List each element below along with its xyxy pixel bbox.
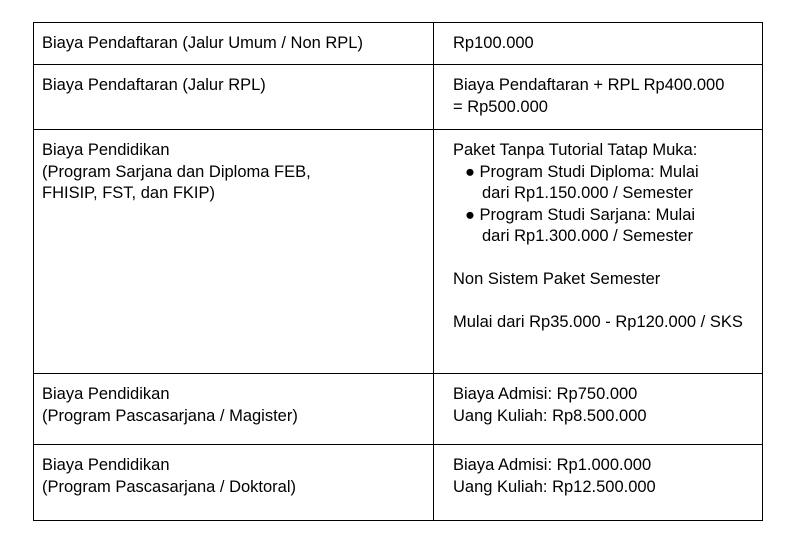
- fee-value: Biaya Pendaftaran + RPL Rp400.000: [453, 76, 725, 94]
- fee-value: Uang Kuliah: Rp12.500.000: [453, 477, 656, 496]
- fee-table: [33, 22, 763, 521]
- bullet-line: ● Program Studi Diploma: Mulai: [465, 162, 699, 181]
- fee-label-cell: [34, 445, 434, 521]
- fee-label-cell: [34, 130, 434, 374]
- fee-label: Biaya Pendidikan: [42, 385, 170, 403]
- fee-value-cell: [434, 445, 763, 521]
- fee-value-cell: [434, 374, 763, 445]
- fee-value-cell: [434, 23, 763, 65]
- table-row: [34, 23, 763, 65]
- bullet-line: ● Program Studi Sarjana: Mulai: [465, 205, 696, 224]
- fee-label: FHISIP, FST, dan FKIP): [42, 184, 216, 202]
- package-heading: Paket Tanpa Tutorial Tatap Muka:: [453, 141, 698, 159]
- fee-value: Rp100.000: [453, 34, 534, 52]
- fee-label-cell: [34, 65, 434, 130]
- fee-label: Biaya Pendidikan: [42, 141, 170, 159]
- fee-label: (Program Pascasarjana / Magister): [42, 406, 298, 425]
- fee-value: Biaya Admisi: Rp750.000: [453, 385, 638, 403]
- bullet-line: dari Rp1.300.000 / Semester: [482, 227, 693, 245]
- bullet-item: [453, 205, 754, 248]
- fee-label: Biaya Pendaftaran (Jalur RPL): [42, 76, 266, 94]
- bullet-line: dari Rp1.150.000 / Semester: [482, 184, 693, 202]
- fee-label-cell: [34, 374, 434, 445]
- non-paket-heading: Non Sistem Paket Semester: [453, 270, 661, 288]
- table-row: [34, 65, 763, 130]
- fee-label: (Program Pascasarjana / Doktoral): [42, 477, 297, 496]
- table-row: [34, 130, 763, 374]
- sks-price: Mulai dari Rp35.000 - Rp120.000 / SKS: [453, 313, 743, 331]
- fee-value-cell: [434, 130, 763, 374]
- fee-value: = Rp500.000: [453, 97, 548, 116]
- table-row: [34, 445, 763, 521]
- fee-label: Biaya Pendidikan: [42, 456, 170, 474]
- fee-value: Biaya Admisi: Rp1.000.000: [453, 456, 652, 474]
- fee-label-cell: [34, 23, 434, 65]
- fee-label: Biaya Pendaftaran (Jalur Umum / Non RPL): [42, 34, 363, 52]
- bullet-item: [453, 162, 754, 205]
- table-row: [34, 374, 763, 445]
- fee-value-cell: [434, 65, 763, 130]
- fee-value: Uang Kuliah: Rp8.500.000: [453, 406, 647, 425]
- fee-label: (Program Sarjana dan Diploma FEB,: [42, 162, 311, 181]
